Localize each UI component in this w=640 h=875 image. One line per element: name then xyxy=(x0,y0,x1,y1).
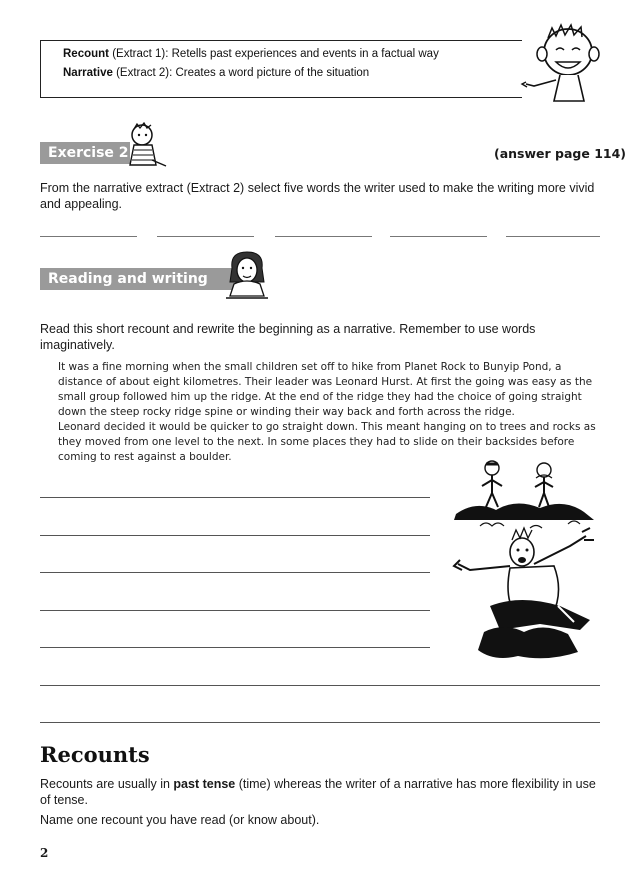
writing-line-5[interactable] xyxy=(40,647,430,648)
writing-line-3[interactable] xyxy=(40,572,430,573)
word-answer-line-4[interactable] xyxy=(390,236,487,237)
recount-definition xyxy=(63,48,439,60)
recounts-text-end: (time) whereas the writer of a narrative has more flexibility in use of tense. xyxy=(40,777,596,807)
exercise-2-label: Exercise 2 xyxy=(48,145,129,161)
pointing-boy-illustration xyxy=(520,16,610,108)
writing-line-7[interactable] xyxy=(40,722,600,723)
reading-task-instruction: Read this short recount and rewrite the beginning as a narrative. Remember to use words imaginatively. xyxy=(40,322,536,352)
recount-term: Recount xyxy=(63,48,109,60)
word-answer-line-5[interactable] xyxy=(506,236,600,237)
writing-line-4[interactable] xyxy=(40,610,430,611)
recount-paragraph-1: It was a fine morning when the small children set off to hike from Planet Rock to Bunyip Pond, a distance of about eight kilometres. Their leader was Leonard Hurst. At first the going was easy as the small group followed him up the ridge. At the end of the ridge they had the choice of going straight down the steep rocky ridge spine or winding their way back and forth across the ridge. xyxy=(58,361,593,418)
word-answer-line-2[interactable] xyxy=(157,236,254,237)
exercise-2-tab xyxy=(40,142,130,164)
recount-paragraph-2: Leonard decided it would be quicker to go straight down. This meant hanging on to trees and rocks as they moved from one level to the next. In some places they had to slide on their backsides before coming to rest against a boulder. xyxy=(58,421,596,463)
girl-writing-illustration xyxy=(224,250,270,304)
sitting-child-illustration xyxy=(122,122,170,170)
writing-line-2[interactable] xyxy=(40,535,430,536)
past-tense-bold: past tense xyxy=(173,777,236,791)
recounts-question: Name one recount you have read (or know about). xyxy=(40,813,320,827)
recounts-text-start: Recounts are usually in xyxy=(40,777,174,791)
narrative-term: Narrative xyxy=(63,67,113,79)
recount-description: (Extract 1): Retells past experiences and events in a factual way xyxy=(109,48,439,60)
writing-line-1[interactable] xyxy=(40,497,430,498)
word-answer-line-1[interactable] xyxy=(40,236,137,237)
writing-line-6[interactable] xyxy=(40,685,600,686)
answer-page-reference: (answer page 114) xyxy=(494,146,626,161)
narrative-definition xyxy=(63,67,369,79)
word-answer-line-3[interactable] xyxy=(275,236,372,237)
recounts-explanation xyxy=(40,776,600,808)
reading-writing-label: Reading and writing task xyxy=(48,271,208,309)
reading-writing-tab xyxy=(40,268,238,309)
narrative-description: (Extract 2): Creates a word picture of the situation xyxy=(112,67,370,79)
recounts-heading: Recounts xyxy=(40,742,150,767)
page-number: 2 xyxy=(40,846,49,860)
hikers-sliding-illustration xyxy=(450,456,602,662)
definition-box xyxy=(40,40,598,98)
exercise-2-instruction: From the narrative extract (Extract 2) select five words the writer used to make the writing more vivid and appealing. xyxy=(40,181,595,211)
